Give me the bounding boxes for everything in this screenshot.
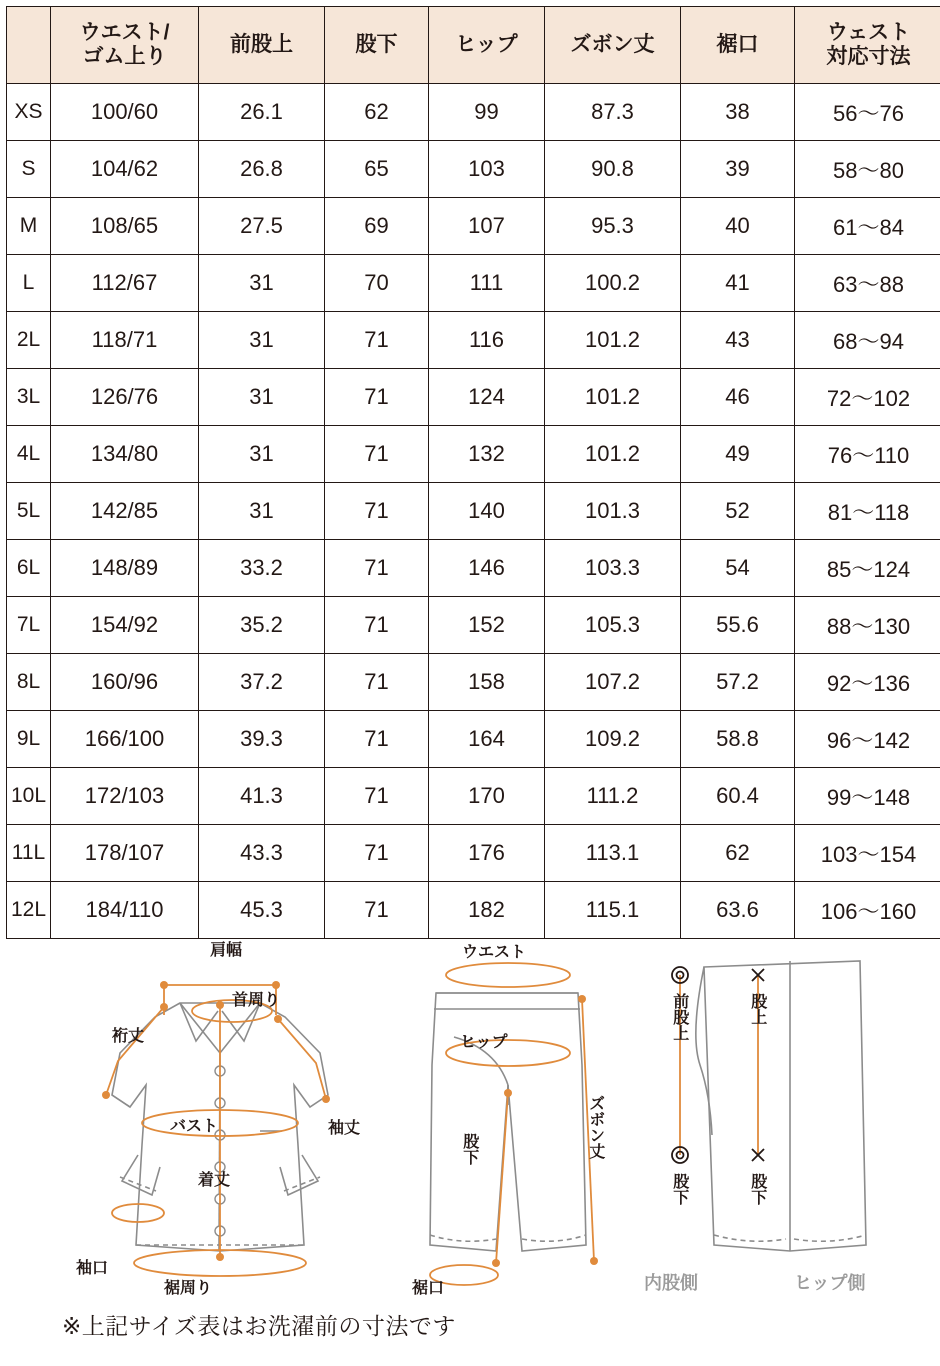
cell-hip: 152 (429, 597, 545, 654)
cell-hem: 43 (681, 312, 795, 369)
cell-waist-range: 92〜136 (795, 654, 940, 711)
cell-waist-range: 81〜118 (795, 483, 940, 540)
table-row (7, 426, 940, 483)
cell-waist-range: 72〜102 (795, 369, 940, 426)
cell-waist-range: 76〜110 (795, 426, 940, 483)
cell-inseam: 71 (325, 882, 429, 939)
cell-inseam: 62 (325, 84, 429, 141)
header-range-line1: ウェスト (827, 21, 910, 44)
detail-label-hip-side: ヒップ側 (794, 1269, 865, 1295)
jacket-label-neck: 首周り (232, 987, 280, 1010)
table-header-hip: ヒップ (429, 7, 545, 84)
cell-hem: 58.8 (681, 711, 795, 768)
cell-hip: 124 (429, 369, 545, 426)
cell-pants-length: 101.3 (545, 483, 681, 540)
cell-hip: 99 (429, 84, 545, 141)
row-size-label: 8L (7, 654, 51, 711)
table-row (7, 540, 940, 597)
table-row (7, 654, 940, 711)
cell-pants-length: 107.2 (545, 654, 681, 711)
cell-waist-range: 103〜154 (795, 825, 940, 882)
cell-inseam: 71 (325, 654, 429, 711)
cell-front-rise: 33.2 (199, 540, 325, 597)
row-size-label: 5L (7, 483, 51, 540)
cell-hip: 170 (429, 768, 545, 825)
row-size-label: 10L (7, 768, 51, 825)
cell-waist-range: 96〜142 (795, 711, 940, 768)
wash-note: ※上記サイズ表はお洗濯前の寸法です (62, 1308, 456, 1341)
row-size-label: 3L (7, 369, 51, 426)
row-size-label: 12L (7, 882, 51, 939)
cell-hem: 54 (681, 540, 795, 597)
cell-front-rise: 26.8 (199, 141, 325, 198)
header-range-line2: 対応寸法 (827, 45, 911, 68)
table-row (7, 84, 940, 141)
cell-front-rise: 26.1 (199, 84, 325, 141)
detail-label-front-rise: 前股上 (670, 993, 687, 1041)
detail-label-inner-side: 内股側 (644, 1269, 698, 1295)
cell-waist-range: 56〜76 (795, 84, 940, 141)
cell-front-rise: 31 (199, 426, 325, 483)
pants-label-length: ズボン丈 (586, 1095, 603, 1159)
cell-pants-length: 111.2 (545, 768, 681, 825)
cell-inseam: 71 (325, 825, 429, 882)
cell-hem: 62 (681, 825, 795, 882)
cell-waist: 100/60 (51, 84, 199, 141)
cell-waist-range: 85〜124 (795, 540, 940, 597)
cell-hip: 107 (429, 198, 545, 255)
cell-hem: 52 (681, 483, 795, 540)
header-waist-line2: ゴム上り (83, 45, 167, 68)
size-chart-page (0, 6, 940, 1366)
cell-front-rise: 31 (199, 312, 325, 369)
cell-inseam: 71 (325, 369, 429, 426)
table-row (7, 198, 940, 255)
cell-hip: 103 (429, 141, 545, 198)
pants-figure (396, 945, 636, 1315)
cell-inseam: 71 (325, 312, 429, 369)
jacket-label-length: 着丈 (198, 1167, 230, 1190)
jacket-label-shoulder: 肩幅 (210, 937, 242, 960)
cell-hem: 63.6 (681, 882, 795, 939)
cell-front-rise: 31 (199, 483, 325, 540)
rise-detail-figure (650, 945, 930, 1315)
cell-hem: 38 (681, 84, 795, 141)
cell-hip: 116 (429, 312, 545, 369)
cell-hem: 60.4 (681, 768, 795, 825)
cell-front-rise: 39.3 (199, 711, 325, 768)
table-row (7, 768, 940, 825)
cell-inseam: 71 (325, 711, 429, 768)
row-size-label: S (7, 141, 51, 198)
row-size-label: 4L (7, 426, 51, 483)
cell-waist-range: 106〜160 (795, 882, 940, 939)
cell-front-rise: 41.3 (199, 768, 325, 825)
jacket-label-cuff: 袖口 (76, 1255, 108, 1278)
measurement-figures (0, 945, 940, 1345)
cell-waist: 126/76 (51, 369, 199, 426)
table-row (7, 312, 940, 369)
jacket-label-bust: バスト (170, 1113, 218, 1136)
cell-inseam: 71 (325, 768, 429, 825)
cell-hip: 182 (429, 882, 545, 939)
header-waist-line1: ウエスト/ (80, 21, 170, 44)
cell-pants-length: 87.3 (545, 84, 681, 141)
cell-hem: 55.6 (681, 597, 795, 654)
table-header-hem: 裾口 (681, 7, 795, 84)
row-size-label: M (7, 198, 51, 255)
jacket-label-hem: 裾周り (164, 1275, 212, 1298)
cell-waist: 118/71 (51, 312, 199, 369)
cell-hem: 46 (681, 369, 795, 426)
cell-pants-length: 103.3 (545, 540, 681, 597)
table-header-pants-length: ズボン丈 (545, 7, 681, 84)
cell-inseam: 71 (325, 597, 429, 654)
cell-pants-length: 105.3 (545, 597, 681, 654)
detail-label-inseam-low: 股下 (670, 1173, 687, 1205)
jacket-figure (60, 945, 390, 1315)
jacket-label-sleeve: 袖丈 (328, 1115, 360, 1138)
cell-pants-length: 101.2 (545, 312, 681, 369)
cell-hip: 111 (429, 255, 545, 312)
cell-front-rise: 35.2 (199, 597, 325, 654)
pants-label-hip: ヒップ (460, 1029, 508, 1052)
cell-waist: 112/67 (51, 255, 199, 312)
row-size-label: XS (7, 84, 51, 141)
cell-waist: 166/100 (51, 711, 199, 768)
table-header (7, 7, 940, 84)
row-size-label: 9L (7, 711, 51, 768)
cell-hip: 132 (429, 426, 545, 483)
cell-inseam: 70 (325, 255, 429, 312)
cell-front-rise: 31 (199, 255, 325, 312)
cell-front-rise: 27.5 (199, 198, 325, 255)
cell-waist: 104/62 (51, 141, 199, 198)
cell-pants-length: 109.2 (545, 711, 681, 768)
cell-waist: 148/89 (51, 540, 199, 597)
table-row (7, 141, 940, 198)
row-size-label: 2L (7, 312, 51, 369)
cell-pants-length: 100.2 (545, 255, 681, 312)
cell-inseam: 71 (325, 540, 429, 597)
cell-waist: 184/110 (51, 882, 199, 939)
cell-pants-length: 113.1 (545, 825, 681, 882)
cell-waist-range: 99〜148 (795, 768, 940, 825)
cell-waist-range: 63〜88 (795, 255, 940, 312)
pants-label-inseam: 股下 (460, 1133, 477, 1165)
cell-front-rise: 37.2 (199, 654, 325, 711)
cell-pants-length: 101.2 (545, 426, 681, 483)
cell-waist: 172/103 (51, 768, 199, 825)
detail-label-inseam: 股下 (748, 1173, 765, 1205)
cell-inseam: 69 (325, 198, 429, 255)
row-size-label: 7L (7, 597, 51, 654)
table-body (7, 84, 940, 939)
cell-hem: 41 (681, 255, 795, 312)
cell-hem: 49 (681, 426, 795, 483)
table-header-row (7, 7, 940, 84)
table-header-waist (51, 7, 199, 84)
cell-front-rise: 45.3 (199, 882, 325, 939)
cell-hip: 158 (429, 654, 545, 711)
cell-waist-range: 58〜80 (795, 141, 940, 198)
table-row (7, 369, 940, 426)
cell-inseam: 71 (325, 483, 429, 540)
cell-hip: 140 (429, 483, 545, 540)
cell-hem: 39 (681, 141, 795, 198)
cell-pants-length: 90.8 (545, 141, 681, 198)
cell-inseam: 65 (325, 141, 429, 198)
table-row (7, 597, 940, 654)
table-header-waist-range (795, 7, 940, 84)
cell-waist-range: 68〜94 (795, 312, 940, 369)
cell-waist: 178/107 (51, 825, 199, 882)
pants-label-hem: 裾口 (412, 1275, 444, 1298)
cell-pants-length: 101.2 (545, 369, 681, 426)
cell-hem: 40 (681, 198, 795, 255)
table-header-size (7, 7, 51, 84)
cell-waist: 154/92 (51, 597, 199, 654)
detail-label-rise: 股上 (748, 993, 765, 1025)
cell-waist: 134/80 (51, 426, 199, 483)
table-header-front-rise: 前股上 (199, 7, 325, 84)
table-row (7, 882, 940, 939)
table-row (7, 711, 940, 768)
cell-waist: 108/65 (51, 198, 199, 255)
cell-waist-range: 88〜130 (795, 597, 940, 654)
cell-hip: 176 (429, 825, 545, 882)
table-row (7, 483, 940, 540)
cell-front-rise: 43.3 (199, 825, 325, 882)
cell-pants-length: 95.3 (545, 198, 681, 255)
size-table (6, 6, 940, 939)
row-size-label: 6L (7, 540, 51, 597)
cell-hip: 146 (429, 540, 545, 597)
cell-waist: 160/96 (51, 654, 199, 711)
table-header-inseam: 股下 (325, 7, 429, 84)
cell-front-rise: 31 (199, 369, 325, 426)
cell-waist: 142/85 (51, 483, 199, 540)
cell-hem: 57.2 (681, 654, 795, 711)
row-size-label: 11L (7, 825, 51, 882)
cell-hip: 164 (429, 711, 545, 768)
table-row (7, 255, 940, 312)
cell-inseam: 71 (325, 426, 429, 483)
jacket-label-yuki: 裄丈 (112, 1023, 144, 1046)
table-row (7, 825, 940, 882)
pants-label-waist: ウエスト (462, 939, 526, 962)
cell-pants-length: 115.1 (545, 882, 681, 939)
cell-waist-range: 61〜84 (795, 198, 940, 255)
row-size-label: L (7, 255, 51, 312)
